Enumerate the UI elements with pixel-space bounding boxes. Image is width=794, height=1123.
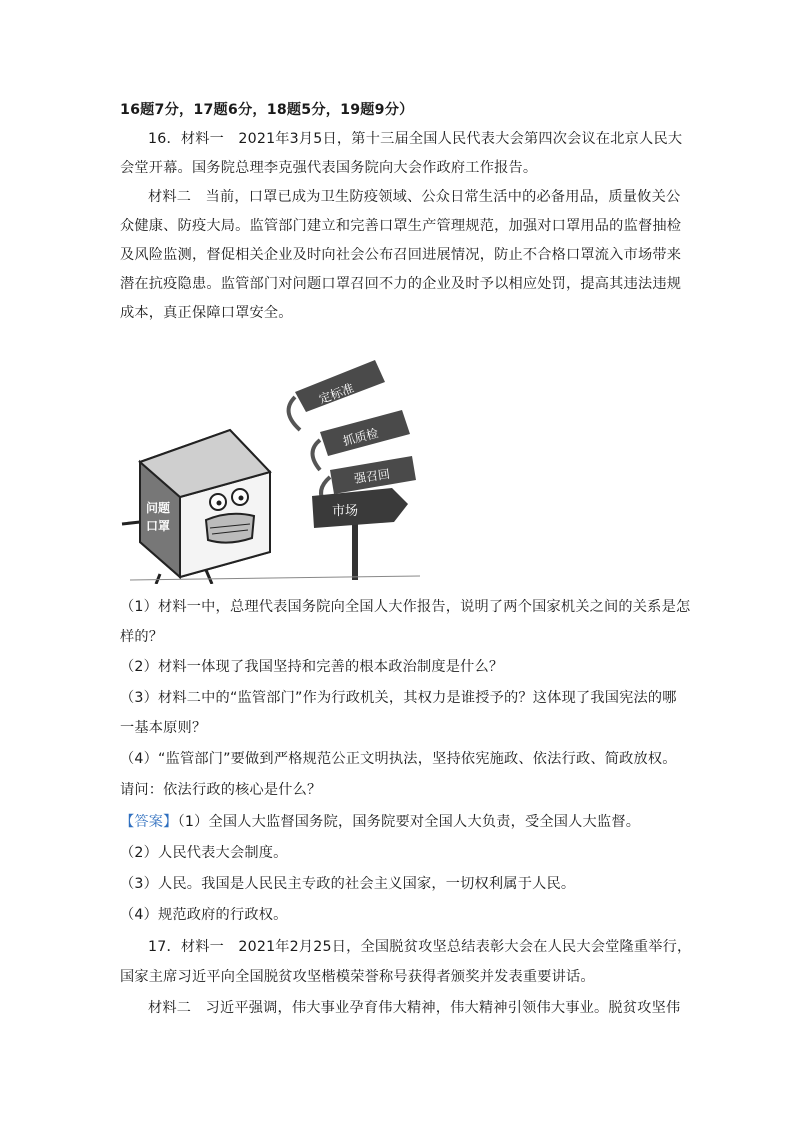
market-sign-label: 市场 [332,504,359,519]
hammer-2 [320,410,410,456]
q16-material1-line-2: 会堂开幕。国务院总理李克强代表国务院向大会作政府工作报告。 [120,160,538,176]
q16-answer-3: （3）人民。我国是人民民主专政的社会主义国家，一切权利属于人民。 [120,876,576,892]
q16-answer-2: （2）人民代表大会制度。 [120,845,288,861]
q16-material2-line-5: 成本，真正保障口罩安全。 [120,305,293,321]
q16-question-4-line-2: 请问：依法行政的核心是什么？ [120,782,322,798]
q16-answer-1 [120,812,640,832]
q16-material2-line-2: 众健康、防疫大局。监管部门建立和完善口罩生产管理规范，加强对口罩用品的监督抽检 [120,218,682,234]
q17-material1-line-1: 17．材料一 2021年2月25日，全国脱贫攻坚总结表彰大会在人民大会堂隆重举行， [148,939,692,955]
q16-answer-4: （4）规范政府的行政权。 [120,907,288,923]
q17-material1-line-2: 国家主席习近平向全国脱贫攻坚楷模荣誉称号获得者颁奖并发表重要讲话。 [120,969,595,985]
answer-1-text: （1）全国人大监督国务院，国务院要对全国人大负责，受全国人大监督。 [177,814,641,830]
hammer-3 [330,456,416,494]
q16-question-1-line-1: （1）材料一中，总理代表国务院向全国人大作报告，说明了两个国家机关之间的关系是怎 [120,599,691,615]
hammer-1 [295,360,385,412]
hammer-2-label: 抓质检 [341,425,380,449]
q16-question-3-line-2: 一基本原则？ [120,720,207,736]
cartoon-illustration [120,352,420,584]
market-sign [312,488,408,580]
q16-material2-line-3: 及风险监测，督促相关企业及时向社会公布召回进展情况，防止不合格口罩流入市场带来 [120,247,682,263]
q16-material1-line-1: 16．材料一 2021年3月5日，第十三届全国人民代表大会第四次会议在北京人民大 [148,131,683,147]
q16-question-1-line-2: 样的？ [120,629,164,645]
q17-material2-line-1: 材料二 习近平强调，伟大事业孕育伟大精神，伟大精神引领伟大事业。脱贫攻坚伟 [148,1000,681,1016]
q16-question-2: （2）材料一体现了我国坚持和完善的根本政治制度是什么？ [120,659,504,675]
mask-box-label-1: 问题 [146,501,171,515]
mask-box-character [122,430,270,584]
mask-box-label-2: 口罩 [146,519,171,533]
hammer-1-label: 定标准 [317,380,356,407]
answer-tag: 【答案】 [120,814,178,830]
hammer-3-label: 强召回 [353,466,391,486]
header-line: 16题7分，17题6分，18题5分，19题9分） [120,102,414,118]
q16-question-3-line-1: （3）材料二中的“监管部门”作为行政机关，其权力是谁授予的？这体现了我国宪法的哪 [120,690,677,706]
q16-material2-line-4: 潜在抗疫隐患。监管部门对问题口罩召回不力的企业及时予以相应处罚，提高其违法违规 [120,276,682,292]
q16-question-4-line-1: （4）“监管部门”要做到严格规范公正文明执法，坚持依宪施政、依法行政、简政放权。 [120,751,677,767]
q16-material2-line-1: 材料二 当前，口罩已成为卫生防疫领域、公众日常生活中的必备用品，质量攸关公 [148,189,681,205]
